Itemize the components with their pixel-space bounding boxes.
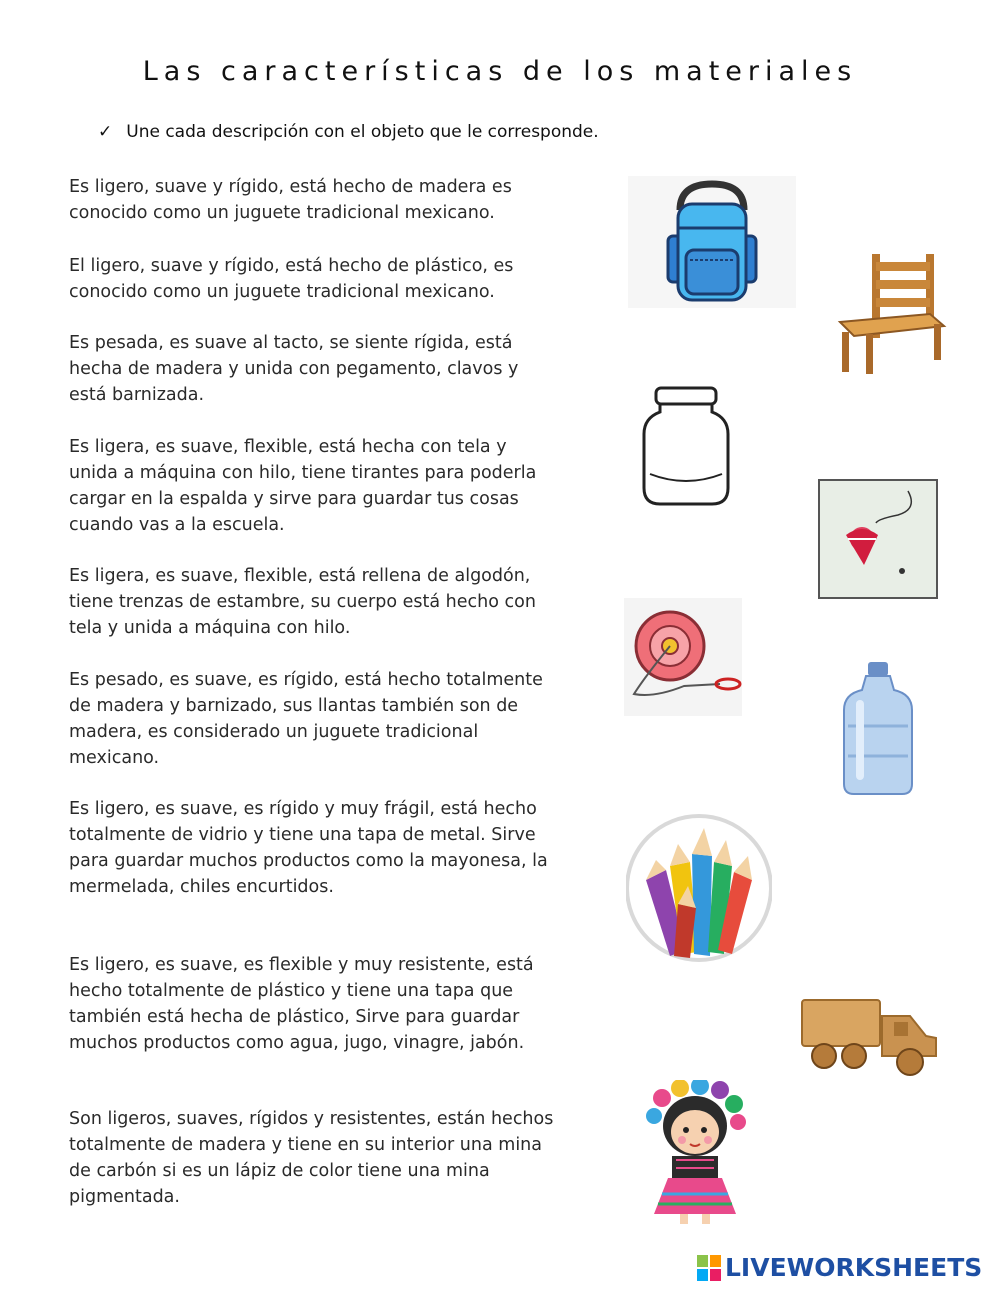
backpack-icon[interactable] bbox=[628, 176, 796, 308]
brand bbox=[697, 1253, 982, 1282]
page-title: Las características de los materiales bbox=[142, 56, 858, 87]
instruction-text: Une cada descripción con el objeto que le corresponde. bbox=[126, 122, 599, 142]
liveworksheets-logo-icon bbox=[697, 1255, 721, 1281]
description-4: Es ligera, es suave, flexible, está hecha con tela y unida a máquina con hilo, tiene tirantes para poderla cargar en la espalda y sirve para guardar tus cosas cuando vas a la escuela. bbox=[69, 437, 537, 535]
description-6: Es pesado, es suave, es rígido, está hecho totalmente de madera y barnizado, sus llantas también son de madera, es considerado un juguete tradicional mexicano. bbox=[69, 670, 543, 768]
brand-name: LIVEWORKSHEETS bbox=[725, 1253, 983, 1282]
pencils-icon[interactable] bbox=[626, 800, 772, 970]
chair-icon[interactable] bbox=[826, 248, 956, 376]
description-5: Es ligera, es suave, flexible, está rellena de algodón, tiene trenzas de estambre, su cuerpo está hecho con tela y unida a máquina con hilo. bbox=[69, 566, 536, 638]
description-2: El ligero, suave y rígido, está hecho de plástico, es conocido como un juguete tradicional mexicano. bbox=[69, 256, 514, 302]
water-jug-icon[interactable] bbox=[838, 660, 918, 798]
instruction bbox=[98, 122, 599, 142]
description-8: Es ligero, es suave, es flexible y muy resistente, está hecho totalmente de plástico y tiene una tapa que también está hecha de plástico, Sirve para guardar muchos productos como agua, jugo, vinagre, jabón. bbox=[69, 955, 534, 1053]
description-3: Es pesada, es suave al tacto, se siente rígida, está hecha de madera y unida con pegamento, clavos y está barnizada. bbox=[69, 333, 519, 405]
description-9: Son ligeros, suaves, rígidos y resistentes, están hechos totalmente de madera y tiene en su interior una mina de carbón si es un lápiz de color tiene una mina pigmentada. bbox=[69, 1109, 554, 1207]
yoyo-icon[interactable] bbox=[624, 598, 742, 716]
check-icon: ✓ bbox=[98, 122, 113, 142]
jar-icon[interactable] bbox=[638, 384, 734, 510]
description-7: Es ligero, es suave, es rígido y muy frágil, está hecho totalmente de vidrio y tiene una tapa de metal. Sirve para guardar muchos productos como la mayonesa, la mermelada, chiles encurtidos. bbox=[69, 799, 548, 897]
doll-icon[interactable] bbox=[640, 1080, 750, 1228]
description-1: Es ligero, suave y rígido, está hecho de madera es conocido como un juguete tradicional mexicano. bbox=[69, 177, 512, 223]
spinning-top-icon[interactable] bbox=[818, 479, 938, 599]
truck-icon[interactable] bbox=[798, 992, 944, 1082]
